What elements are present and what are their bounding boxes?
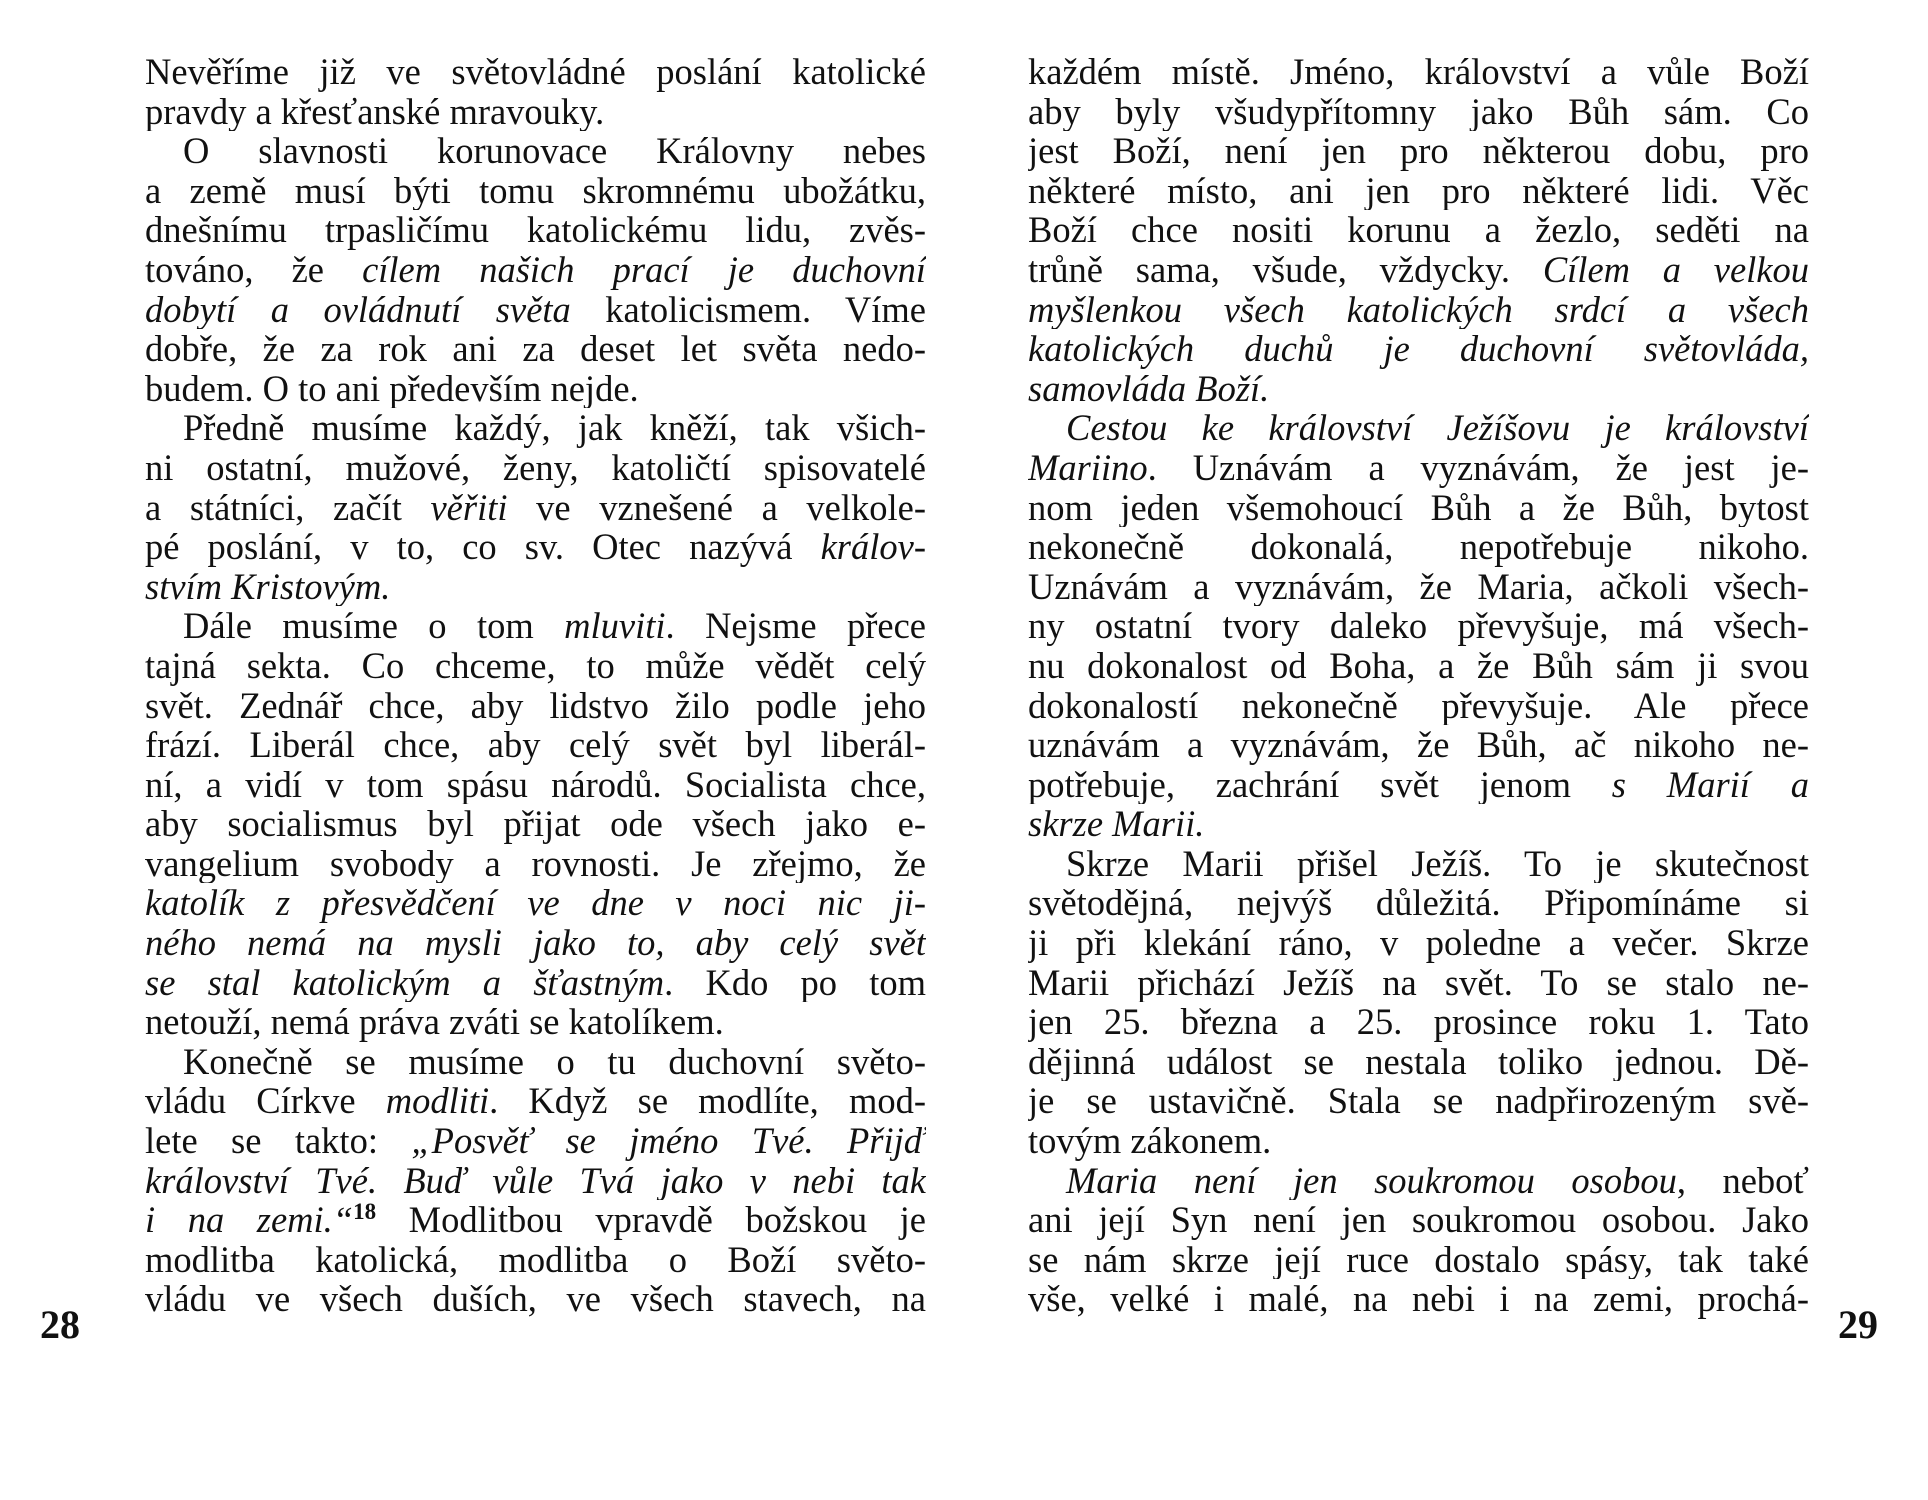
text-line — [145, 765, 926, 805]
text-span: a země musí býti tomu skromnému ubožátku, — [145, 170, 926, 211]
text-line — [145, 52, 926, 92]
text-span: vládu ve všech duších, ve všech stavech, na — [145, 1279, 926, 1319]
text-span: modlitba katolická, modlitba o Boží světo- — [145, 1239, 926, 1280]
text-line — [1028, 329, 1809, 369]
text-line — [1028, 369, 1809, 409]
text-span: pé poslání, v to, co sv. Otec nazývá — [145, 527, 821, 567]
text-span: ve vznešené a velkole- — [507, 487, 926, 528]
emphasis-span: s Marií a — [1611, 764, 1809, 805]
emphasis-span: skrze Marii. — [1028, 804, 1205, 844]
text-span: uznávám a vyznávám, že Bůh, ač nikoho ne- — [1028, 725, 1809, 765]
text-line — [145, 963, 926, 1003]
text-span: dnešnímu trpasličímu katolickému lidu, zvěs- — [145, 210, 926, 250]
text-span: Dále musíme o tom — [183, 606, 565, 646]
text-line — [145, 883, 926, 923]
right-page-text — [1028, 52, 1809, 1319]
text-span: ní, a vidí v tom spásu národů. Socialista chce, — [145, 764, 926, 805]
text-span: vangelium svobody a rovnosti. Je zřejmo, že — [145, 843, 926, 884]
text-span: trůně sama, všude, vždycky. — [1028, 249, 1543, 290]
text-line — [145, 171, 926, 211]
emphasis-span: dobytí a ovládnutí světa — [145, 289, 571, 330]
text-span: ni ostatní, mužové, ženy, katoličtí spisovatelé — [145, 447, 926, 488]
text-line — [145, 1042, 926, 1082]
text-line — [145, 1081, 926, 1121]
text-span: každém místě. Jméno, království a vůle Boží — [1028, 52, 1809, 92]
text-line — [145, 408, 926, 448]
text-span: Konečně se musíme o tu duchovní světo- — [183, 1041, 926, 1082]
text-span: jen 25. března a 25. prosince roku 1. Tato — [1028, 1002, 1809, 1042]
text-span: nekonečně dokonalá, nepotřebuje nikoho. — [1028, 527, 1809, 567]
text-line — [1028, 1279, 1809, 1319]
text-line — [145, 646, 926, 686]
footnote-ref: 18 — [353, 1200, 377, 1225]
text-line — [145, 567, 926, 607]
emphasis-span: myšlenkou všech katolických srdcí a všech — [1028, 289, 1809, 330]
emphasis-span: „Posvěť se jméno Tvé. Přijď — [411, 1121, 926, 1161]
text-line — [145, 1002, 926, 1042]
text-line — [145, 329, 926, 369]
emphasis-span: mluviti — [564, 606, 666, 646]
text-line — [145, 1240, 926, 1280]
text-line — [145, 1279, 926, 1319]
emphasis-span: katolických duchů je duchovní světovláda, — [1028, 329, 1809, 369]
text-line — [1028, 567, 1809, 607]
text-line — [1028, 1081, 1809, 1121]
emphasis-span: i na zemi.“ — [145, 1200, 354, 1240]
text-span: . Uznávám a vyznávám, že jest je- — [1147, 447, 1809, 488]
text-line — [145, 1161, 926, 1201]
text-line — [145, 725, 926, 765]
text-line — [1028, 686, 1809, 726]
text-line — [145, 250, 926, 290]
text-span: frází. Liberál chce, aby celý svět byl liberál- — [145, 725, 926, 765]
emphasis-span: králov- — [820, 527, 926, 567]
text-line — [1028, 1240, 1809, 1280]
text-span: O slavnosti korunovace Královny nebes — [183, 131, 926, 171]
text-span: Boží chce nositi korunu a žezlo, seděti na — [1028, 210, 1809, 250]
text-line — [145, 92, 926, 132]
text-line — [145, 923, 926, 963]
text-span: aby byly všudypřítomny jako Bůh sám. Co — [1028, 91, 1809, 132]
text-line — [145, 488, 926, 528]
text-line — [1028, 765, 1809, 805]
left-page-number: 28 — [40, 1302, 80, 1347]
text-line — [1028, 1042, 1809, 1082]
text-span: potřebuje, zachrání svět jenom — [1028, 764, 1612, 805]
text-span: . Kdo po tom — [664, 962, 926, 1003]
emphasis-span: samovláda Boží. — [1028, 368, 1270, 409]
emphasis-span: stvím Kristovým. — [145, 566, 391, 607]
text-line — [1028, 883, 1809, 923]
emphasis-span: Maria není jen soukromou osobou — [1066, 1160, 1677, 1201]
text-span: Skrze Marii přišel Ježíš. To je skutečnost — [1066, 843, 1809, 884]
text-span: Uznávám a vyznávám, že Maria, ačkoli všech- — [1028, 566, 1809, 607]
text-line — [145, 210, 926, 250]
text-span: Marii přichází Ježíš na svět. To se stalo ne- — [1028, 962, 1809, 1003]
text-line — [145, 290, 926, 330]
left-page-text — [145, 52, 926, 1319]
text-line — [1028, 131, 1809, 171]
emphasis-span: se stal katolickým a šťastným — [145, 962, 665, 1003]
text-line — [1028, 646, 1809, 686]
text-span: dobře, že za rok ani za deset let světa nedo- — [145, 329, 926, 369]
emphasis-span: cílem našich prací je duchovní — [362, 249, 926, 290]
text-span: některé místo, ani jen pro některé lidi. Věc — [1028, 170, 1809, 211]
text-line — [1028, 290, 1809, 330]
text-line — [145, 1121, 926, 1161]
text-span: dějinná událost se nestala toliko jednou. Dě- — [1028, 1041, 1809, 1082]
text-line — [1028, 488, 1809, 528]
text-span: . Když se modlíte, mod- — [489, 1081, 926, 1122]
text-line — [1028, 527, 1809, 567]
emphasis-span: věřiti — [430, 487, 508, 528]
text-line — [145, 686, 926, 726]
text-line — [1028, 1121, 1809, 1161]
text-line — [145, 804, 926, 844]
text-line — [1028, 92, 1809, 132]
text-line — [1028, 1161, 1809, 1201]
text-line — [145, 844, 926, 884]
text-line — [1028, 448, 1809, 488]
text-line — [1028, 52, 1809, 92]
text-span: jest Boží, není jen pro některou dobu, pro — [1028, 131, 1809, 171]
text-line — [1028, 606, 1809, 646]
emphasis-span: modliti — [385, 1081, 490, 1122]
text-span: pravdy a křesťanské mravouky. — [145, 91, 605, 132]
text-span: tajná sekta. Co chceme, to může vědět celý — [145, 645, 926, 686]
text-span: a státníci, začít — [145, 487, 431, 528]
text-line — [1028, 1002, 1809, 1042]
text-span: Nevěříme již ve světovládné poslání katolické — [145, 52, 926, 92]
emphasis-span: katolík z přesvědčení ve dne v noci nic ji- — [145, 883, 926, 924]
text-span: tovým zákonem. — [1028, 1121, 1272, 1161]
emphasis-span: Cestou ke království Ježíšovu je království — [1066, 408, 1809, 448]
text-line — [1028, 408, 1809, 448]
text-span: Modlitbou vpravdě božskou je — [376, 1200, 926, 1240]
text-line — [1028, 963, 1809, 1003]
text-span: dokonalostí nekonečně převyšuje. Ale přece — [1028, 685, 1809, 726]
text-span: ani její Syn není jen soukromou osobou. Jako — [1028, 1200, 1809, 1240]
right-page-number: 29 — [1838, 1302, 1878, 1347]
text-span: netouží, nemá práva zváti se katolíkem. — [145, 1002, 724, 1042]
text-span: Předně musíme každý, jak kněží, tak všich- — [183, 408, 926, 448]
emphasis-span: Mariino — [1028, 447, 1148, 488]
text-span: vládu Církve — [145, 1081, 386, 1122]
text-span: se nám skrze její ruce dostalo spásy, tak také — [1028, 1239, 1809, 1280]
text-line — [145, 1200, 926, 1240]
text-span: je se ustavičně. Stala se nadpřirozeným svě- — [1028, 1081, 1809, 1122]
text-span: ny ostatní tvory daleko převyšuje, má všech- — [1028, 606, 1809, 646]
text-line — [1028, 250, 1809, 290]
text-span: aby socialismus byl přijat ode všech jako e- — [145, 804, 926, 844]
text-span: továno, že — [145, 249, 363, 290]
emphasis-span: ného nemá na mysli jako to, aby celý svět — [145, 923, 926, 963]
text-line — [1028, 725, 1809, 765]
text-line — [1028, 1200, 1809, 1240]
text-line — [145, 448, 926, 488]
text-line — [145, 369, 926, 409]
emphasis-span: Cílem a velkou — [1542, 249, 1809, 290]
text-line — [145, 527, 926, 567]
text-span: budem. O to ani především nejde. — [145, 368, 639, 409]
text-line — [1028, 210, 1809, 250]
text-span: , neboť — [1676, 1160, 1809, 1201]
text-span: nom jeden všemohoucí Bůh a že Bůh, bytost — [1028, 487, 1809, 528]
text-span: lete se takto: — [145, 1121, 412, 1161]
text-line — [1028, 171, 1809, 211]
text-line — [1028, 844, 1809, 884]
text-line — [145, 606, 926, 646]
text-span: katolicismem. Víme — [570, 289, 926, 330]
text-line — [1028, 923, 1809, 963]
text-span: nu dokonalost od Boha, a že Bůh sám ji svou — [1028, 645, 1809, 686]
text-span: svět. Zednář chce, aby lidstvo žilo podle jeho — [145, 685, 926, 726]
text-span: . Nejsme přece — [665, 606, 926, 646]
text-line — [145, 131, 926, 171]
text-span: světodějná, nejvýš důležitá. Připomínáme si — [1028, 883, 1809, 924]
text-line — [1028, 804, 1809, 844]
text-span: ji při klekání ráno, v poledne a večer. Skrze — [1028, 923, 1809, 963]
text-span: vše, velké i malé, na nebi i na zemi, prochá- — [1028, 1279, 1809, 1319]
emphasis-span: království Tvé. Buď vůle Tvá jako v nebi tak — [145, 1160, 926, 1201]
